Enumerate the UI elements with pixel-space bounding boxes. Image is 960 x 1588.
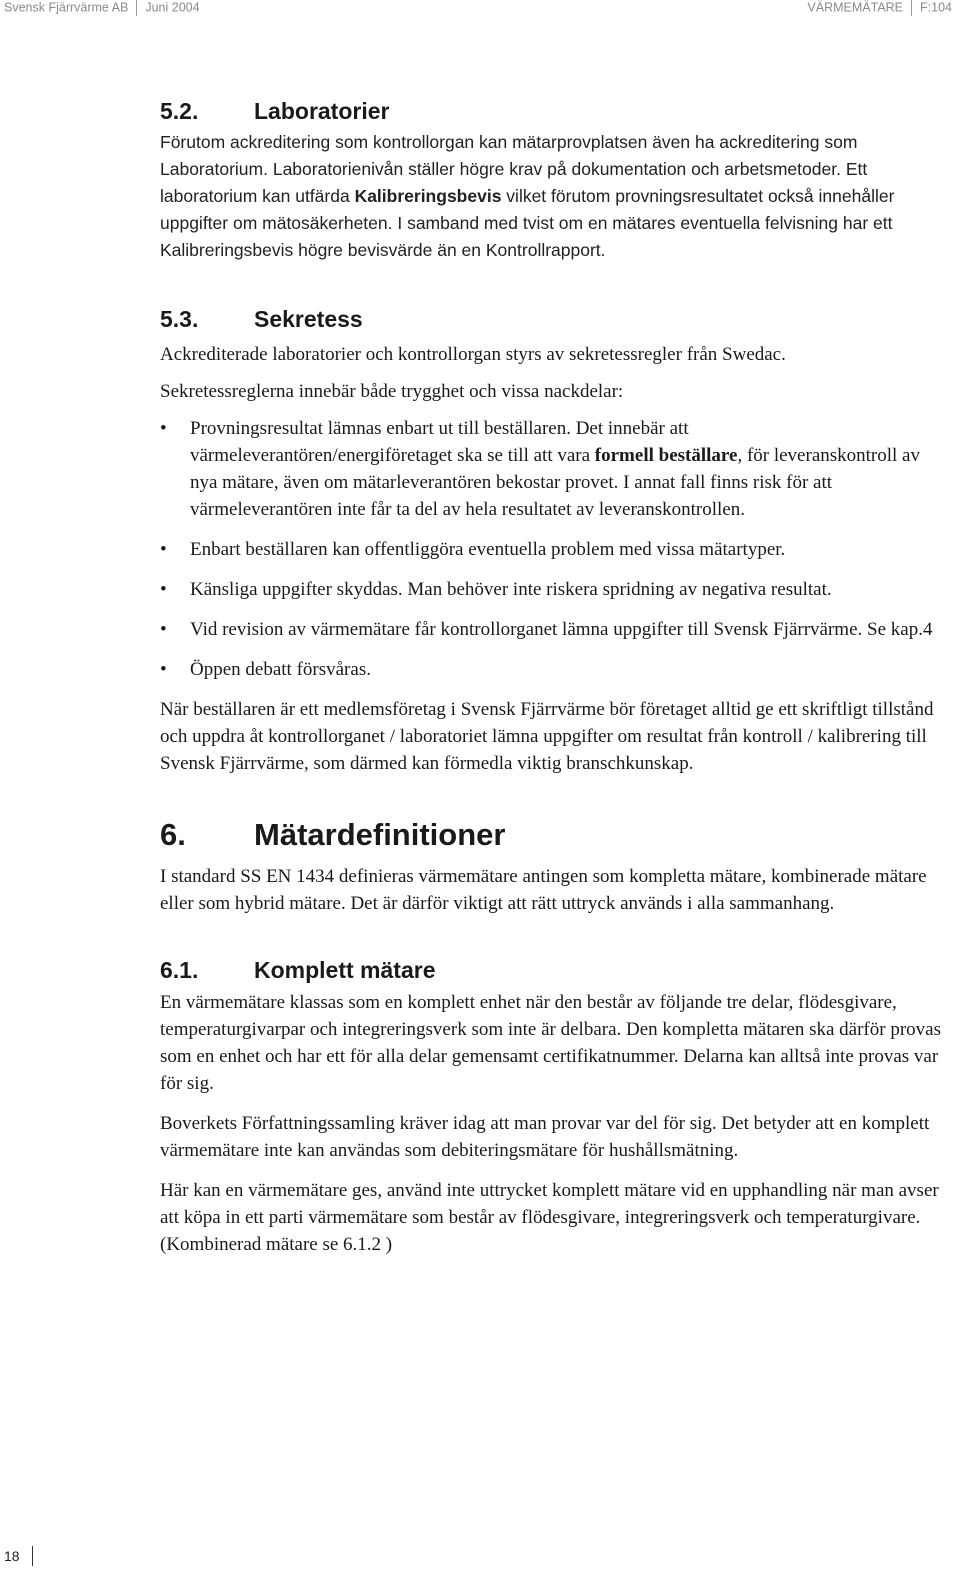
page-number: 18 xyxy=(4,1548,20,1564)
bold-term: formell beställare xyxy=(594,445,738,466)
paragraph: Boverkets Författningssamling kräver idag att man provar var del för sig. Det betyder att en komplett värmemätare inte kan användas som debiteringsmätare för hushållsmätning. xyxy=(160,1113,930,1161)
list-item: • Enbart beställaren kan offentliggöra eventuella problem med vissa mätartyper. xyxy=(160,536,950,563)
list-item: • Känsliga uppgifter skyddas. Man behöver inte riskera spridning av negativa resultat. xyxy=(160,576,950,603)
header-divider xyxy=(911,0,912,16)
header-org: Svensk Fjärrvärme AB xyxy=(4,0,129,15)
section-title: Sekretess xyxy=(254,306,363,332)
list-item: • Vid revision av värmemätare får kontrollorganet lämna uppgifter till Svensk Fjärrvärme. Se kap.4 xyxy=(160,616,950,643)
section-title: Laboratorier xyxy=(254,98,390,124)
bullet-list xyxy=(160,415,950,683)
paragraph: I standard SS EN 1434 definieras värmemätare antingen som kompletta mätare, kombinerade mätare eller som hybrid mätare. Det är därför viktigt att rätt uttryck används i alla sammanhang. xyxy=(160,866,927,914)
text-run: Provningsresultat lämnas enbart ut till beställaren. Det innebär att värmeleverantören/energiföretaget ska se till att vara xyxy=(190,418,689,466)
footer-divider xyxy=(32,1546,33,1566)
section-heading-6-1 xyxy=(160,955,950,985)
header-ref: F:104 xyxy=(920,0,952,15)
paragraph xyxy=(160,129,950,264)
list-item xyxy=(160,415,950,523)
header-doc: VÄRMEMÄTARE xyxy=(807,0,904,15)
paragraph: När beställaren är ett medlemsföretag i Svensk Fjärrvärme bör företaget alltid ge ett skriftligt tillstånd och uppdra åt kontrollorganet / laboratoriet lämna uppgifter om resultat från kontroll / kalibrering till Svensk Fjärrvärme, som därmed kan förmedla viktig branschkunskap. xyxy=(160,699,934,774)
paragraph: Ackrediterade laboratorier och kontrollorgan styrs av sekretessregler från Swedac. xyxy=(160,344,786,365)
page-header-left xyxy=(4,0,200,20)
section-number: 5.3. xyxy=(160,306,199,332)
page-header-right xyxy=(807,0,952,20)
section-number: 6.1. xyxy=(160,957,199,983)
paragraph: Sekretessreglerna innebär både trygghet och vissa nackdelar: xyxy=(160,381,624,402)
text-run: Förutom ackreditering som kontrollorgan kan mätarprovplatsen även ha ackreditering som Laboratorium. Laboratorienivån ställer högre krav på dokumentation och arbetsmetoder. Ett laboratorium kan utfärda xyxy=(160,132,868,206)
paragraph: Här kan en värmemätare ges, använd inte uttrycket komplett mätare vid en upphandling när man avser att köpa in ett parti värmemätare som består av flödesgivare, integreringsverk och temperaturgivare. (Kombinerad mätare se 6.1.2 ) xyxy=(160,1180,939,1255)
page-footer xyxy=(4,1546,33,1566)
chapter-heading-6 xyxy=(160,815,950,855)
paragraph: En värmemätare klassas som en komplett enhet när den består av följande tre delar, flödesgivare, temperaturgivarpar och integreringsverk som inte är delbara. Den kompletta mätaren ska därför provas som en enhet och har ett för alla delar gemensamt certifikatnummer. Delarna kan alltså inte provas var för sig. xyxy=(160,992,941,1094)
section-number: 5.2. xyxy=(160,98,199,124)
text-run: , för leveranskontroll av nya mätare, även om mätarleverantören bekostar provet. I annat fall finns risk för att värmeleverantören inte får ta del av hela resultatet av leveranskontrollen. xyxy=(190,445,920,520)
chapter-number: 6. xyxy=(160,817,186,852)
document-body xyxy=(160,96,950,1258)
list-item: • Öppen debatt försvåras. xyxy=(160,656,950,683)
section-heading-5-2 xyxy=(160,96,950,126)
bold-term: Kalibreringsbevis xyxy=(354,186,502,206)
header-divider xyxy=(136,0,137,16)
section-heading-5-3 xyxy=(160,304,950,334)
text-run: vilket förutom provningsresultatet också innehåller uppgifter om mätosäkerheten. I samband med tvist om en mätares eventuella felvisning har ett Kalibreringsbevis högre bevisvärde än en Kontrollrapport. xyxy=(160,186,895,260)
chapter-title: Mätardefinitioner xyxy=(254,817,506,852)
section-title: Komplett mätare xyxy=(254,957,436,983)
header-date: Juni 2004 xyxy=(145,0,200,15)
